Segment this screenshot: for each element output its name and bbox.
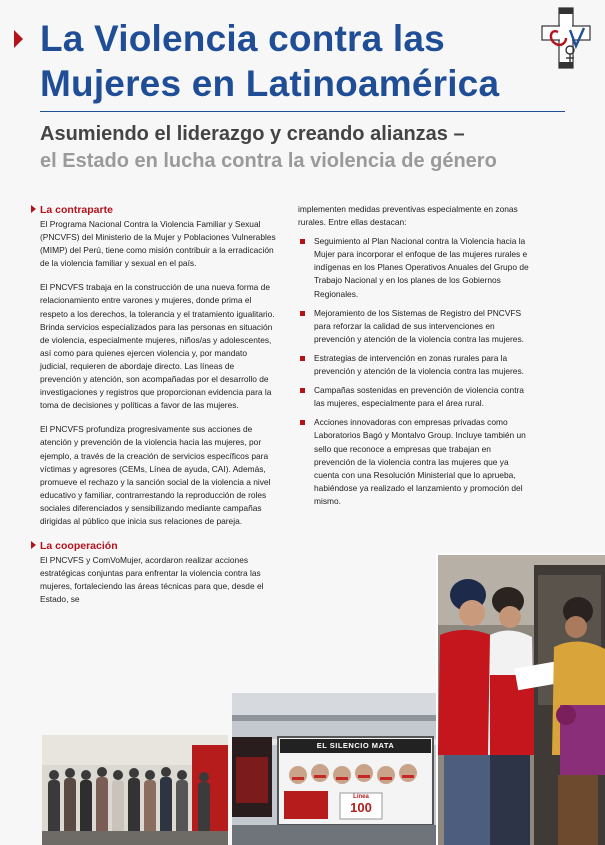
subtitle-line-2: el Estado en lucha contra la violencia de género <box>40 150 497 172</box>
bullet-icon <box>300 420 305 425</box>
page-title <box>40 16 580 106</box>
comvomujer-logo-icon <box>540 6 592 70</box>
group-people-illustration <box>42 735 228 845</box>
paragraph: El PNCVFS profundiza progresivamente sus acciones de atención y prevención de la violencia hacia las mujeres, por ejemplo, a través de la creación de servicios específicos para víctimas y agresores (CEMs, Línea de ayuda, CAI). Además, promueve el rechazo y la sanción social de la violencia a nivel educativo y familiar, contrarrestando la reproducción de roles sociales diferenciados y sensibilizando mediante campañas dirigidas al público que inicia sus relaciones de pareja. <box>40 424 271 526</box>
title-divider <box>40 111 565 112</box>
section-marker-icon <box>31 541 36 549</box>
section-heading-cooperacion: La cooperación <box>40 539 276 553</box>
bus-banner-text: EL SILENCIO MATA <box>316 741 395 750</box>
bullet-icon <box>300 311 305 316</box>
section-heading-contraparte: La contraparte <box>40 203 276 217</box>
list-item: Mejoramiento de los Sistemas de Registro del PNCVFS para reforzar la calidad de sus intervenciones en prevención y atención de la violencia contra las mujeres. <box>298 307 530 346</box>
right-column <box>298 203 530 514</box>
title-line-2: Mujeres en Latinoamérica <box>40 63 500 104</box>
paragraph-intro: implementen medidas preventivas especialmente en zonas rurales. Entre ellas destacan: <box>298 204 518 228</box>
paragraph: El Programa Nacional Contra la Violencia Familiar y Sexual (PNCVFS) del Ministerio de la Mujer y Poblaciones Vulnerables (MIMP) del Perú, tiene como misión contribuir a la erradicación de la violencia familiar y sexual en el país. <box>40 219 276 269</box>
left-column <box>40 203 276 617</box>
list-item: Seguimiento al Plan Nacional contra la Violencia hacia la Mujer para incorporar el enfoque de las mujeres rurales e indígenas en los Planes Operativos Anuales del Grupo de Trabajo Nacional y en los planes de los Gobiernos Regionales. <box>298 235 530 300</box>
subtitle-line-1: Asumiendo el liderazgo y creando alianzas – <box>40 123 465 145</box>
bus-stop-photo <box>232 693 437 845</box>
list-item: Estrategias de intervención en zonas rurales para la prevención y atención de la violencia contra las mujeres. <box>298 352 530 378</box>
paragraph: El PNCVFS y ComVoMujer, acordaron realizar acciones estratégicas conjuntas para enfrentar la violencia contra las mujeres, fortaleciendo las áreas técnicas para que, desde el Estado, se <box>40 555 264 605</box>
bullet-list <box>298 235 530 508</box>
title-line-1: La Violencia contra las <box>40 18 445 59</box>
bullet-icon <box>300 356 305 361</box>
list-item: Campañas sostenidas en prevención de violencia contra las mujeres, especialmente para el área rural. <box>298 384 530 410</box>
group-photo <box>42 735 228 845</box>
list-item: Acciones innovadoras con empresas privadas como Laboratorios Bagó y Montalvo Group. Incluye también un sello que reconoce a empresas que trabajan en prevención de la violencia contra las mujeres que ya cuenta con una Resolución Ministerial que lo aprueba, habiéndose ya realizado el lanzamiento y promoción del mismo. <box>298 416 530 508</box>
bus-sign-number: 100 <box>350 800 372 815</box>
bullet-icon <box>300 388 305 393</box>
women-photo <box>438 555 605 845</box>
bus-sign-label: Línea <box>353 794 369 800</box>
section-marker-icon <box>31 205 36 213</box>
bullet-icon <box>300 239 305 244</box>
women-illustration <box>438 555 605 845</box>
paragraph: El PNCVFS trabaja en la construcción de una nueva forma de relacionamiento entre varones y mujeres, donde prima el respeto a los derechos, la tolerancia y el tratamiento igualitario. Brinda servicios especializados para las personas en situación de violencia, especialmente mujeres, niños/as y adolescentes, así como para quienes ejercen violencia y, por mandato judicial, requieren de abordaje directo. Las líneas de prevención y atención, son acompañadas por el desarrollo de investigaciones y registros que proporcionan evidencia para la toma de decisiones y políticas a favor de las mujeres. <box>40 282 275 411</box>
title-marker-icon <box>14 30 23 48</box>
bus-stop-illustration <box>232 693 437 845</box>
